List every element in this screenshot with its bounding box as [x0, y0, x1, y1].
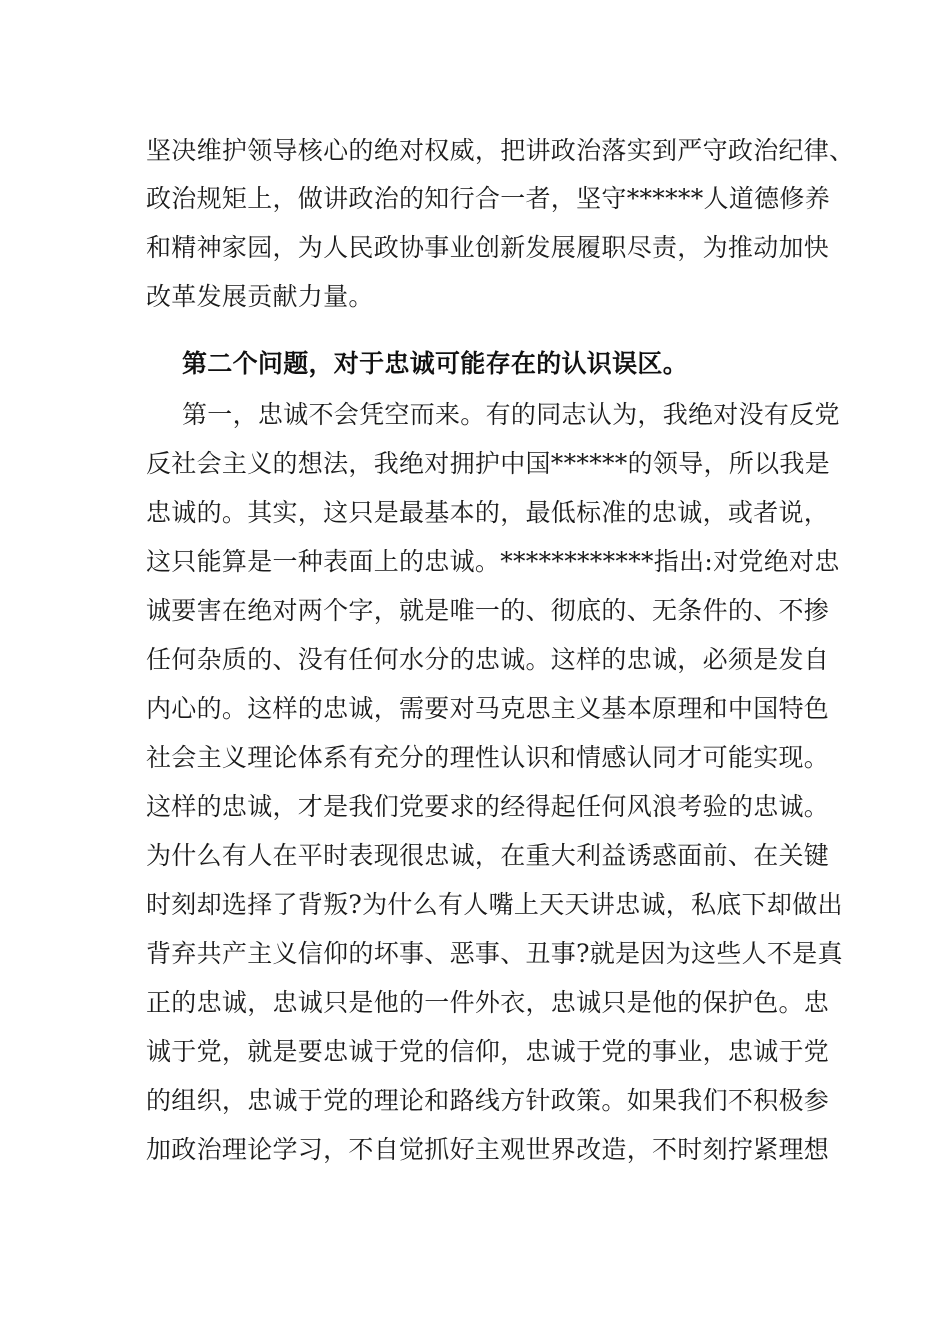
paragraph-line: 诚于党，就是要忠诚于党的信仰，忠诚于党的事业，忠诚于党 — [146, 1037, 830, 1066]
paragraph-line: 正的忠诚，忠诚只是他的一件外衣，忠诚只是他的保护色。忠 — [146, 988, 830, 1017]
paragraph-line: 内心的。这样的忠诚，需要对马克思主义基本原理和中国特色 — [146, 694, 830, 723]
paragraph-line: 这样的忠诚，才是我们党要求的经得起任何风浪考验的忠诚。 — [146, 792, 830, 821]
paragraph-line: 和精神家园，为人民政协事业创新发展履职尽责，为推动加快 — [146, 233, 830, 262]
paragraph-line: 忠诚的。其实，这只是最基本的，最低标准的忠诚，或者说， — [146, 498, 830, 527]
paragraph-line: 政治规矩上，做讲政治的知行合一者，坚守******人道德修养 — [146, 184, 831, 213]
paragraph-line: 坚决维护领导核心的绝对权威，把讲政治落实到严守政治纪律、 — [146, 136, 855, 165]
paragraph-line: 社会主义理论体系有充分的理性认识和情感认同才可能实现。 — [146, 743, 830, 772]
paragraph-line: 第一，忠诚不会凭空而来。有的同志认为，我绝对没有反党 — [182, 400, 840, 429]
paragraph-line: 改革发展贡献力量。 — [146, 282, 374, 311]
paragraph-line: 为什么有人在平时表现很忠诚，在重大利益诱惑面前、在关键 — [146, 841, 830, 870]
paragraph-line: 的组织，忠诚于党的理论和路线方针政策。如果我们不积极参 — [146, 1086, 830, 1115]
paragraph-line: 这只能算是一种表面上的忠诚。************指出:对党绝对忠 — [146, 547, 840, 576]
paragraph-line: 加政治理论学习，不自觉抓好主观世界改造，不时刻拧紧理想 — [146, 1135, 830, 1164]
paragraph-line: 时刻却选择了背叛?为什么有人嘴上天天讲忠诚，私底下却做出 — [146, 890, 843, 919]
section-heading: 第二个问题，对于忠诚可能存在的认识误区。 — [182, 349, 689, 378]
paragraph-line: 反社会主义的想法，我绝对拥护中国******的领导，所以我是 — [146, 449, 831, 478]
paragraph-line: 任何杂质的、没有任何水分的忠诚。这样的忠诚，必须是发自 — [146, 645, 830, 674]
paragraph-line: 背弃共产主义信仰的坏事、恶事、丑事?就是因为这些人不是真 — [146, 939, 843, 968]
paragraph-line: 诚要害在绝对两个字，就是唯一的、彻底的、无条件的、不掺 — [146, 596, 830, 625]
